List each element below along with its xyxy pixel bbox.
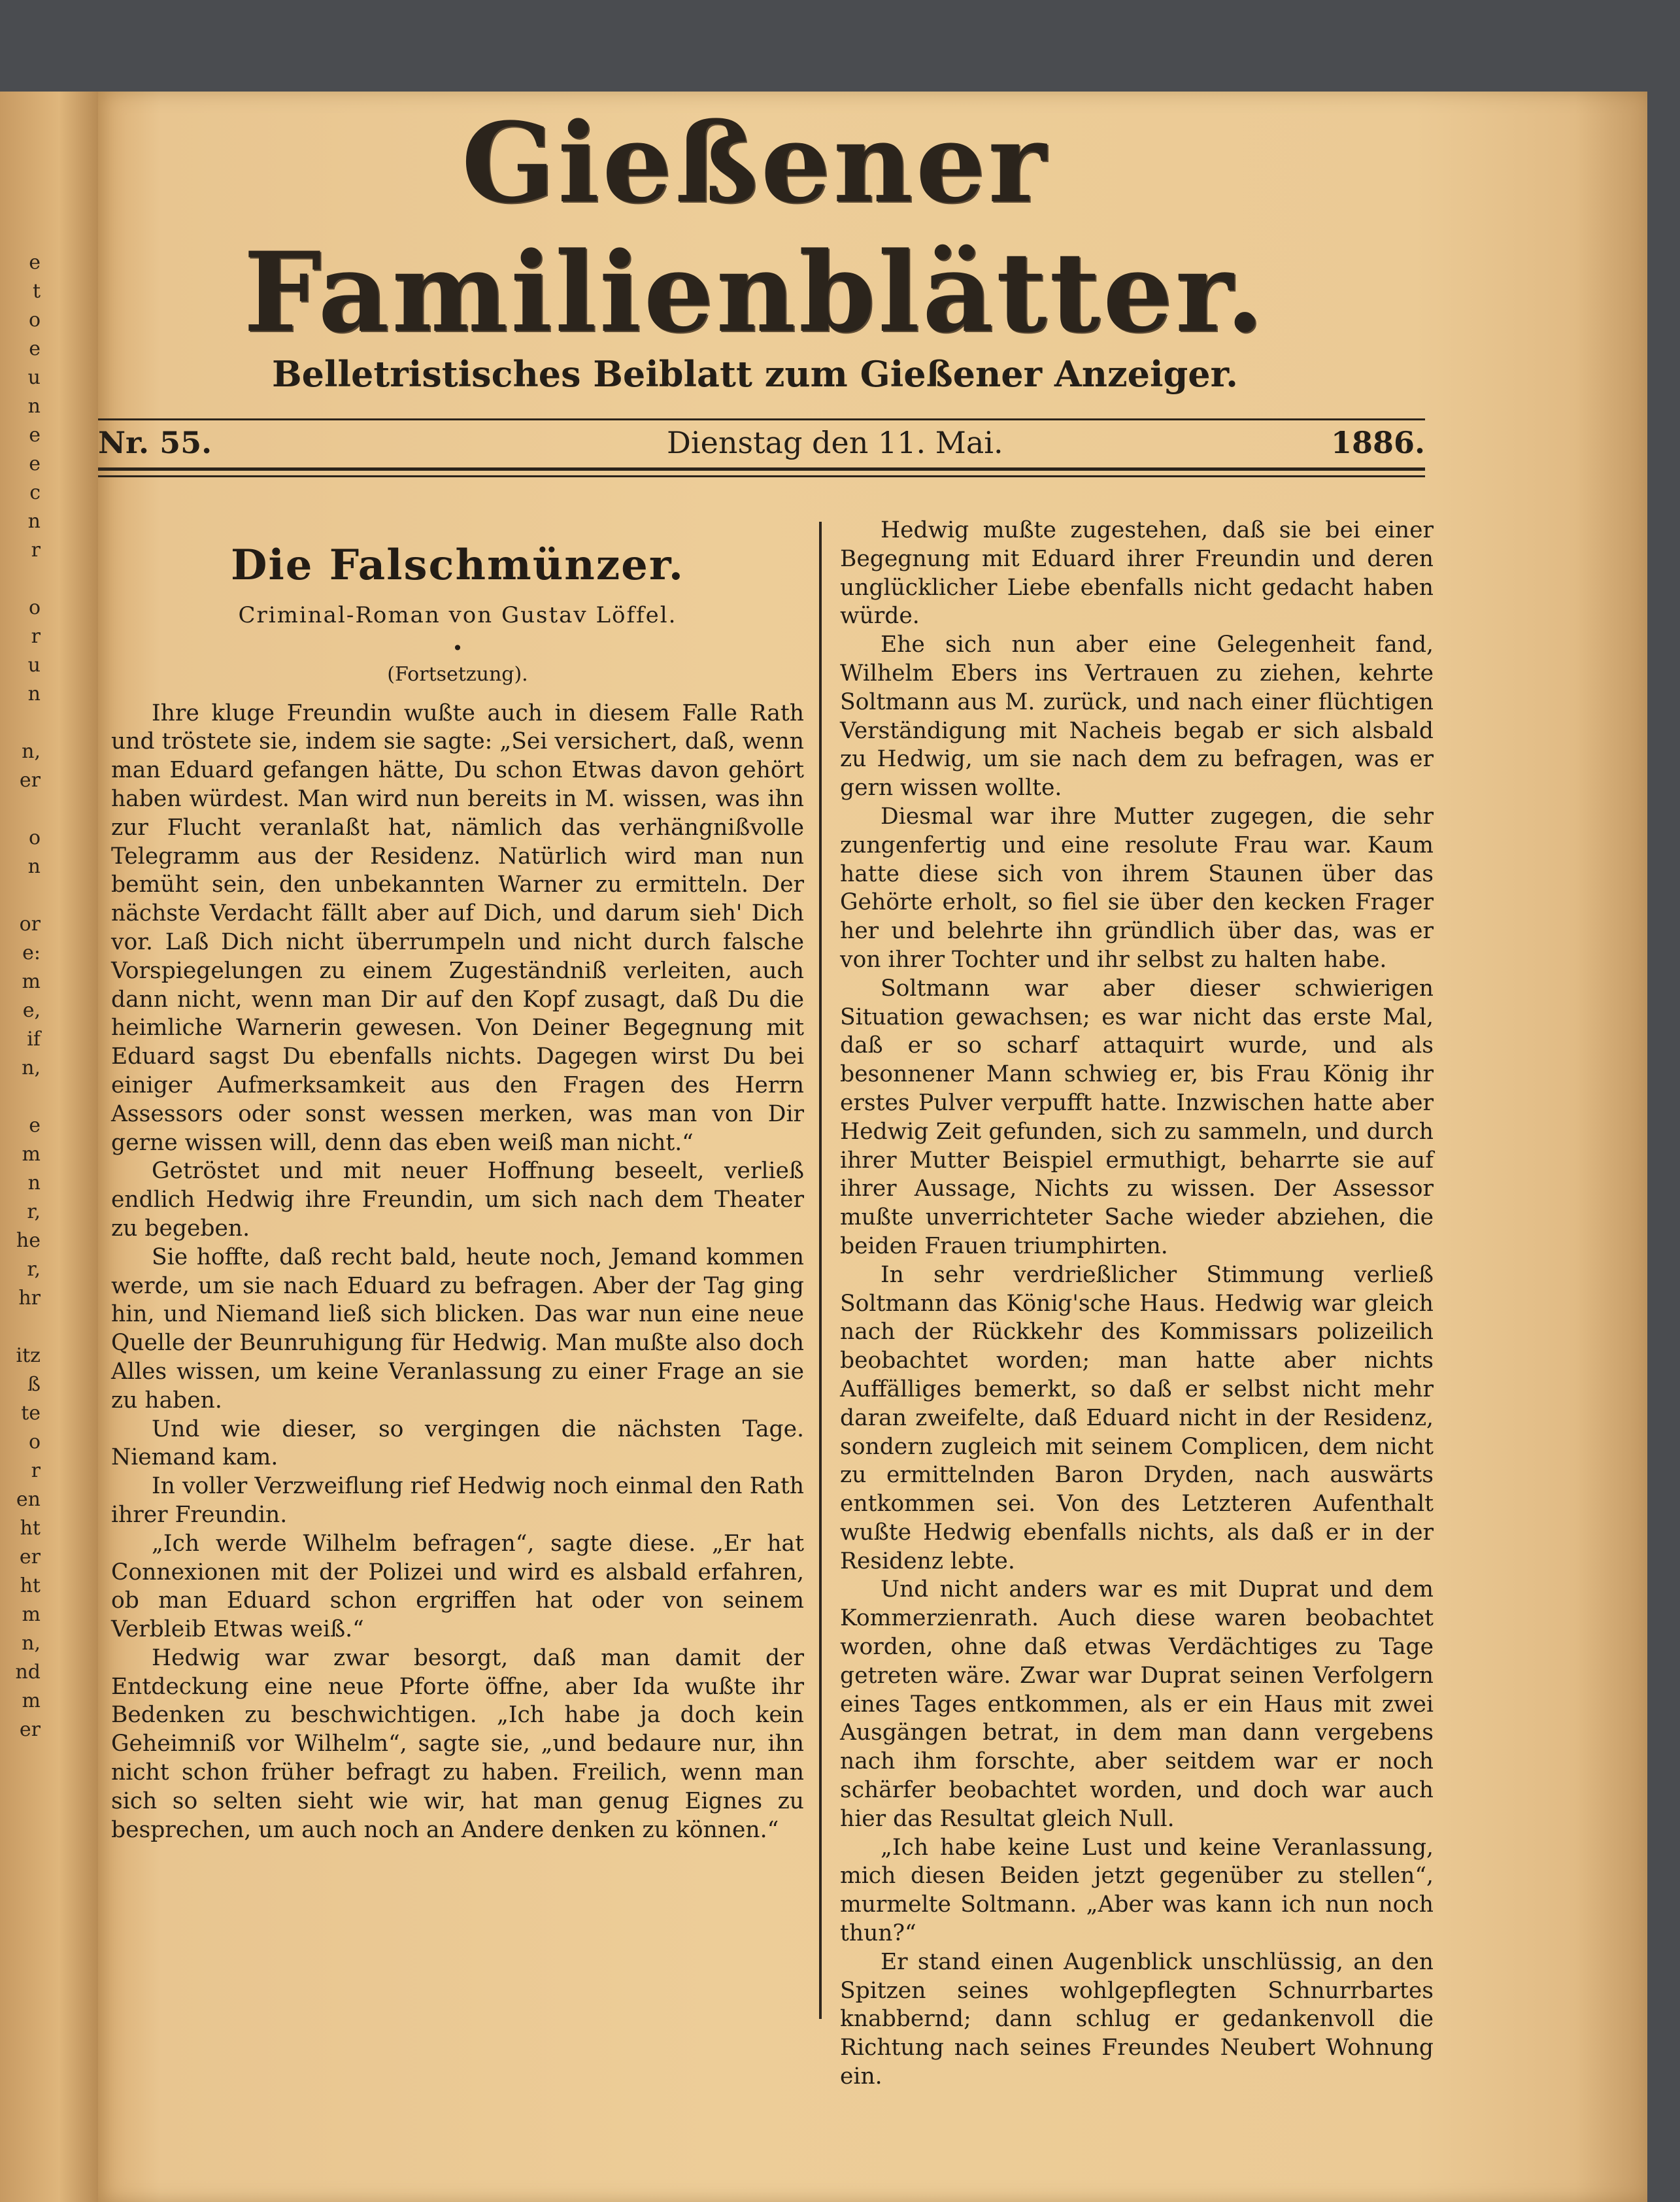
adjacent-page-fragment: te xyxy=(21,1402,41,1425)
adjacent-page-fragment xyxy=(0,795,41,824)
adjacent-page-fragment: m xyxy=(22,1603,41,1626)
adjacent-page-fragment: itz xyxy=(16,1344,41,1367)
adjacent-page-fragment: m xyxy=(22,1689,41,1712)
paragraph: Soltmann war aber dieser schwierigen Situation gewachsen; es war nicht das erste Mal, daß er so scharf attaquirt wurde, und als besonnener Mann schwieg er, bis Frau König ihr erstes Pulver verpufft hatte. Inzwischen hatte aber Hedwig Zeit gefunden, sich zu sammeln, und durch ihrer Mutter Beispiel ermuthigt, beharrte sie auf ihrer Aussage, Nichts zu wissen. Der Assessor mußte unverrichteter Sache wieder abziehen, die beiden Frauen triumphirten. xyxy=(840,975,1434,1259)
dateline xyxy=(98,425,1425,472)
adjacent-page-fragment: n xyxy=(27,683,41,705)
adjacent-page-fragment: m xyxy=(22,1143,41,1166)
adjacent-page-fragment: e xyxy=(29,337,41,360)
paragraph: Sie hoffte, daß recht bald, heute noch, Jemand kommen werde, um sie nach Eduard zu befragen. Aber der Tag ging hin, und Niemand ließ sich blicken. Das war nun eine neue Quelle der Beunruhigung für Hedwig. Man mußte also doch Alles wissen, um keine Veranlassung zu einer Frage an sie zu haben. xyxy=(111,1244,804,1414)
paragraph: Ehe sich nun aber eine Gelegenheit fand, Wilhelm Ebers ins Vertrauen zu ziehen, kehrte Soltmann aus M. zurück, und nach einer flüchtigen Verständigung mit Nacheis begab er sich alsbald zu Hedwig, um sie nach dem zu befragen, was er gern wissen wollte. xyxy=(840,632,1434,802)
adjacent-page-fragment: o xyxy=(28,1431,41,1453)
adjacent-page-fragment: e, xyxy=(22,999,41,1022)
adjacent-page-fragment: nd xyxy=(15,1661,41,1684)
story-ornament: • xyxy=(452,637,463,659)
issue-date: Dienstag den 11. Mai. xyxy=(667,425,1003,460)
paragraph: Hedwig mußte zugestehen, daß sie bei einer Begegnung mit Eduard ihrer Freundin und deren unglücklicher Liebe ebenfalls nicht gedacht haben würde. xyxy=(840,517,1434,630)
issue-year: 1886. xyxy=(1330,425,1425,460)
adjacent-page-fragment: r xyxy=(31,625,41,648)
adjacent-page-fragment: u xyxy=(27,366,41,389)
paragraph: Und nicht anders war es mit Duprat und dem Kommerzienrath. Auch diese waren beobachtet worden, ohne daß etwas Verdächtiges zu Tage getreten wäre. Zwar war Duprat seinen Verfolgern eines Tages entkommen, als er ein Haus mit zwei Ausgängen betrat, in dem man dann vergebens nach ihm forschte, aber seitdem war er noch schärfer beobachtet worden, und doch war auch hier das Resultat gleich Null. xyxy=(840,1576,1434,1832)
issue-number: Nr. 55. xyxy=(98,425,212,460)
dateline-rule-thin xyxy=(98,475,1425,477)
paragraph: Getröstet und mit neuer Hoffnung beseelt, verließ endlich Hedwig ihre Freundin, um sich nach dem Theater zu begeben. xyxy=(111,1158,804,1242)
adjacent-page-fragment: n xyxy=(27,855,41,878)
adjacent-page-fragment xyxy=(0,709,41,737)
adjacent-page-fragment: er xyxy=(19,1546,41,1568)
adjacent-page-fragment: n, xyxy=(22,1057,41,1079)
masthead-title: Gießener Familienblätter. xyxy=(243,98,1267,357)
story-author: Criminal-Roman von Gustav Löffel. xyxy=(238,602,677,628)
adjacent-page-fragment: n, xyxy=(22,740,41,763)
adjacent-page-fragment: er xyxy=(19,769,41,792)
masthead-subtitle: Belletristisches Beiblatt zum Gießener Anzeiger. xyxy=(272,353,1238,395)
adjacent-page-fragment xyxy=(0,881,41,910)
adjacent-page-fragment xyxy=(0,1083,41,1111)
paragraph: Diesmal war ihre Mutter zugegen, die sehr zungenfertig und eine resolute Frau war. Kaum hatte diese sich von ihrem Staunen über das Gehörte erholt, so fiel sie über den kecken Frager her und belehrte ihn gründlich über das, was er von ihrer Tochter und ihr selbst zu halten habe. xyxy=(840,803,1434,973)
adjacent-page-fragment: r xyxy=(31,1459,41,1482)
adjacent-page-fragment: he xyxy=(16,1229,41,1252)
adjacent-page-fragment: u xyxy=(27,654,41,677)
adjacent-page-fragment: n, xyxy=(22,1632,41,1655)
adjacent-page-fragment: ht xyxy=(20,1517,41,1540)
adjacent-page-fragment: t xyxy=(32,280,41,303)
adjacent-page-fragment: if xyxy=(27,1028,41,1051)
paragraph: In voller Verzweiflung rief Hedwig noch einmal den Rath ihrer Freundin. xyxy=(111,1473,804,1528)
paragraph: Und wie dieser, so vergingen die nächsten Tage. Niemand kam. xyxy=(111,1415,804,1471)
adjacent-page-fragment: e xyxy=(29,251,41,274)
story-continuation-note: (Fortsetzung). xyxy=(387,662,528,686)
adjacent-page-fragment xyxy=(0,1313,41,1342)
adjacent-page-fragment: ß xyxy=(27,1373,41,1396)
column-divider xyxy=(819,522,822,2019)
adjacent-page-fragment xyxy=(0,565,41,594)
adjacent-page-fragment: e xyxy=(29,452,41,475)
adjacent-page-fragment: e xyxy=(29,1114,41,1137)
adjacent-page-fragment: hr xyxy=(18,1287,41,1310)
adjacent-page-fragment: o xyxy=(28,309,41,331)
left-column xyxy=(111,517,804,1844)
adjacent-page-fragment: m xyxy=(22,970,41,993)
adjacent-page-fragment: r xyxy=(31,539,41,562)
paragraph: „Ich werde Wilhelm befragen“, sagte diese. „Er hat Connexionen mit der Polizei und wird es alsbald erfahren, ob man Eduard schon ergriffen hat oder von seinem Verbleib Etwas weiß.“ xyxy=(111,1530,804,1643)
paragraph: Hedwig war zwar besorgt, daß man damit der Entdeckung eine neue Pforte öffne, aber Ida wußte ihr Bedenken zu beschwichtigen. „Ich habe ja doch kein Geheimniß vor Wilhelm“, sagte sie, „und bedaure nur, ihn nicht schon früher befragt zu haben. Freilich, wenn man sich so selten sieht wie wir, hat man genug Eignes zu besprechen, um auch noch an Andere denken zu können.“ xyxy=(111,1644,804,1843)
adjacent-page-fragment: c xyxy=(29,481,41,504)
adjacent-page-fragment: or xyxy=(19,913,41,936)
adjacent-page-fragment: o xyxy=(28,826,41,849)
dateline-rule-thick xyxy=(98,467,1425,471)
paragraph: In sehr verdrießlicher Stimmung verließ Soltmann das König'sche Haus. Hedwig war gleich nach der Rückkehr des Kommissars polizeilich beobachtet worden; man hatte aber nichts Auffälliges bemerkt, so daß er selbst nicht mehr daran zweifelte, daß Eduard nicht in der Residenz, sondern zugleich mit seinem Complicen, dem nicht zu ermittelnden Baron Dryden, nach auswärts entkommen sei. Von des Letzteren Aufenthalt wußte Hedwig ebenfalls nichts, als daß er in der Residenz lebte. xyxy=(840,1261,1434,1574)
page-edge-shadow xyxy=(1575,92,1647,2202)
adjacent-page-fragment: r, xyxy=(27,1200,41,1223)
right-column xyxy=(840,517,1434,2092)
adjacent-page-fragment: en xyxy=(16,1488,41,1511)
paragraph: Ihre kluge Freundin wußte auch in diesem Falle Rath und tröstete sie, indem sie sagte: „Sei versichert, daß, wenn man Eduard gefangen hätte, Du schon Etwas davon gehört haben würdest. Man wird nun bereits in M. wissen, was ihn zur Flucht veranlaßt hat, nämlich das verhängnißvolle Telegramm aus der Residenz. Natürlich wird man nun bemüht sein, den unbekannten Warner zu ermitteln. Der nächste Verdacht fällt aber auf Dich, und darum sieh' Dich vor. Laß Dich nicht überrumpeln und nicht durch falsche Vorspiegelungen zu einem Zugeständniß verleiten, auch dann nicht, wenn man Dir auf den Kopf zusagt, daß Du die heimliche Warnerin gewesen. Von Deiner Begegnung mit Eduard sagst Du ebenfalls nichts. Dagegen wirst Du bei einiger Aufmerksamkeit aus den Fragen des Herrn Assessors oder sonst wessen merken, was man von Dir gerne wissen will, denn das eben weiß man nicht.“ xyxy=(111,700,804,1156)
adjacent-page-fragment: n xyxy=(27,395,41,418)
adjacent-page-fragment: o xyxy=(28,596,41,619)
adjacent-page-text-fragments xyxy=(0,248,41,1744)
adjacent-page-fragment: er xyxy=(19,1718,41,1741)
adjacent-page-fragment: e xyxy=(29,424,41,447)
adjacent-page-fragment: r, xyxy=(27,1258,41,1281)
adjacent-page-fragment: n xyxy=(27,1172,41,1194)
story-title: Die Falschmünzer. xyxy=(230,541,685,590)
adjacent-page-fragment: ht xyxy=(20,1574,41,1597)
adjacent-page-fragment: n xyxy=(27,510,41,533)
paragraph: Er stand einen Augenblick unschlüssig, an den Spitzen seines wohlgepflegten Schnurrbartes knabbernd; dann schlug er gedankenvoll die Richtung nach seines Freundes Neubert Wohnung ein. xyxy=(840,1948,1434,2090)
masthead-rule-top xyxy=(98,418,1425,420)
paragraph: „Ich habe keine Lust und keine Veranlassung, mich diesen Beiden jetzt gegenüber zu stellen“, murmelte Soltmann. „Aber was kann ich nun noch thun?“ xyxy=(840,1834,1434,1947)
adjacent-page-fragment: e: xyxy=(22,941,41,964)
